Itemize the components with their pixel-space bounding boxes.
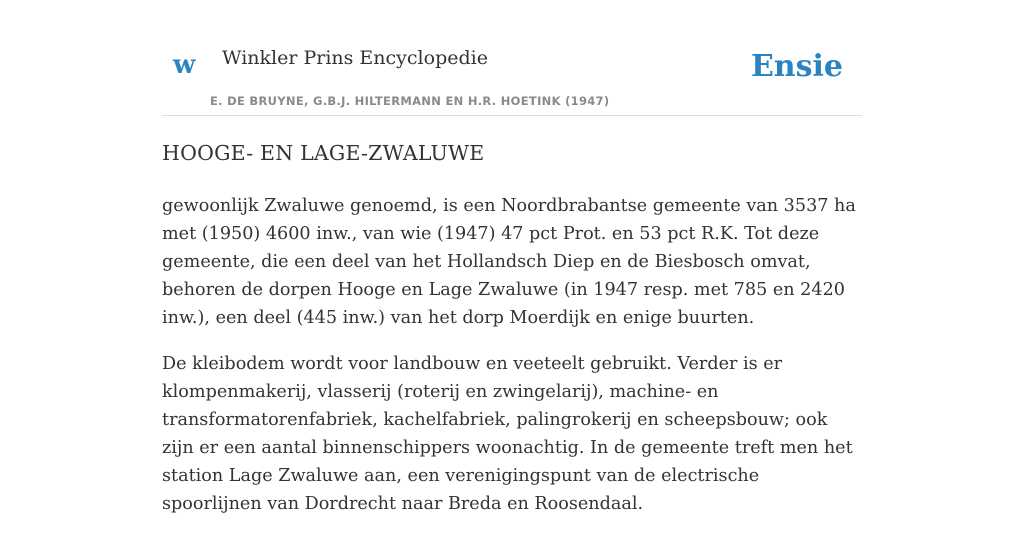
site-title[interactable]: Winkler Prins Encyclopedie: [222, 47, 488, 69]
winkler-prins-logo-icon[interactable]: w: [173, 50, 196, 80]
article-paragraph: De kleibodem wordt voor landbouw en veeteelt gebruikt. Verder is er klompenmakerij, vlasserij (roterij en zwingelarij), machine- en transformatorenfabriek, kachelfabriek, palingrokerij en scheepsbouw; ook zijn er een aantal binnenschippers woonachtig. In de gemeente treft men het station Lage Zwaluwe aan, een verenigingspunt van de electrische spoorlijnen van Dordrecht naar Breda en Roosendaal.: [162, 354, 853, 514]
page-header: [162, 0, 862, 116]
article-body: [162, 192, 862, 536]
article-title: HOOGE- EN LAGE-ZWALUWE: [162, 141, 485, 165]
ensie-brand-logo[interactable]: Ensie: [750, 49, 843, 84]
article-authors: E. DE BRUYNE, G.B.J. HILTERMANN EN H.R. HOETINK (1947): [210, 94, 610, 108]
article-paragraph: gewoonlijk Zwaluwe genoemd, is een Noordbrabantse gemeente van 3537 ha met (1950) 4600 inw., van wie (1947) 47 pct Prot. en 53 pct R.K. Tot deze gemeente, die een deel van het Hollandsch Diep en de Biesbosch omvat, behoren de dorpen Hooge en Lage Zwaluwe (in 1947 resp. met 785 en 2420 inw.), een deel (445 inw.) van het dorp Moerdijk en enige buurten.: [162, 196, 856, 328]
article-page: [162, 0, 862, 514]
